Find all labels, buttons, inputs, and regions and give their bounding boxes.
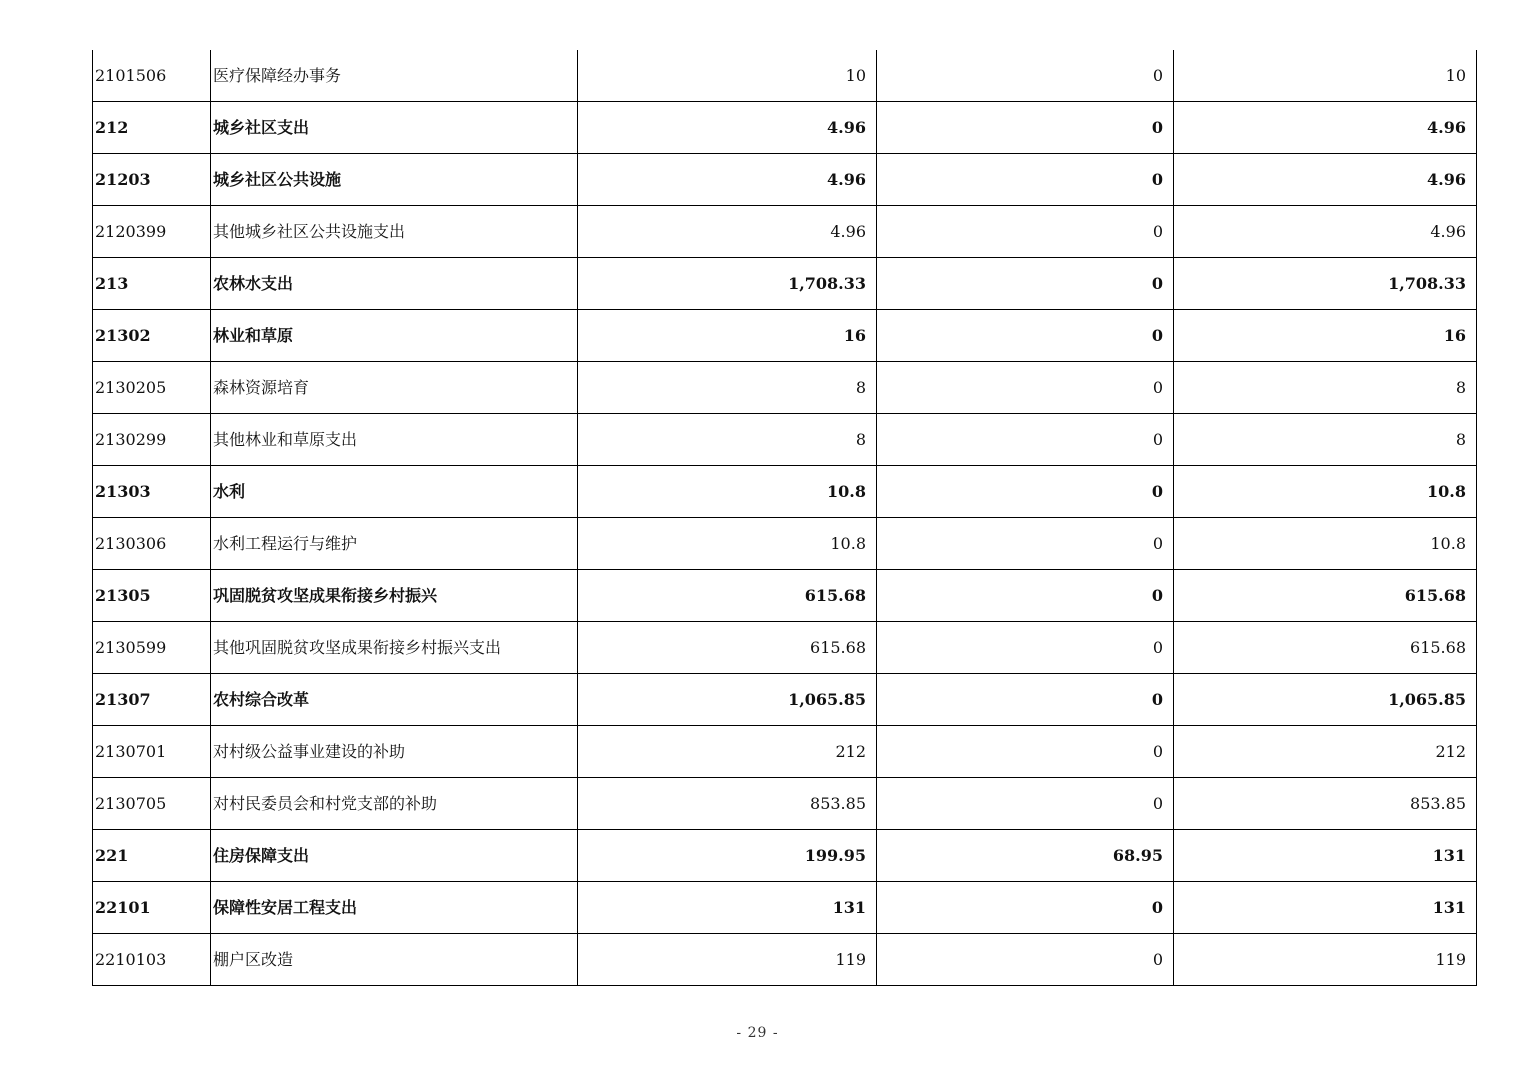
row-basic: 0	[877, 414, 1174, 466]
row-total: 8	[578, 362, 877, 414]
row-project: 119	[1174, 934, 1477, 986]
row-project: 853.85	[1174, 778, 1477, 830]
row-code: 213	[93, 258, 211, 310]
table-row	[93, 570, 1477, 622]
row-name: 城乡社区支出	[211, 102, 578, 154]
table-row	[93, 154, 1477, 206]
row-basic: 0	[877, 622, 1174, 674]
row-project: 10	[1174, 50, 1477, 102]
row-code: 21302	[93, 310, 211, 362]
row-total: 4.96	[578, 154, 877, 206]
row-project: 4.96	[1174, 102, 1477, 154]
row-basic: 0	[877, 258, 1174, 310]
row-code: 2130701	[93, 726, 211, 778]
table-row	[93, 466, 1477, 518]
table-row	[93, 518, 1477, 570]
row-total: 10.8	[578, 518, 877, 570]
row-name: 保障性安居工程支出	[211, 882, 578, 934]
row-project: 4.96	[1174, 206, 1477, 258]
row-total: 10	[578, 50, 877, 102]
row-code: 2130205	[93, 362, 211, 414]
row-name: 对村级公益事业建设的补助	[211, 726, 578, 778]
row-name: 对村民委员会和村党支部的补助	[211, 778, 578, 830]
row-name: 其他林业和草原支出	[211, 414, 578, 466]
row-total: 615.68	[578, 622, 877, 674]
table-row	[93, 50, 1477, 102]
row-code: 21307	[93, 674, 211, 726]
row-project: 615.68	[1174, 570, 1477, 622]
table-body	[93, 50, 1477, 986]
row-project: 4.96	[1174, 154, 1477, 206]
row-basic: 68.95	[877, 830, 1174, 882]
row-project: 8	[1174, 414, 1477, 466]
table-row	[93, 258, 1477, 310]
row-code: 21303	[93, 466, 211, 518]
row-code: 2130599	[93, 622, 211, 674]
row-total: 4.96	[578, 102, 877, 154]
row-total: 615.68	[578, 570, 877, 622]
row-code: 2101506	[93, 50, 211, 102]
row-code: 2130299	[93, 414, 211, 466]
row-project: 212	[1174, 726, 1477, 778]
row-code: 2130705	[93, 778, 211, 830]
row-total: 853.85	[578, 778, 877, 830]
page-number: - 29 -	[736, 1025, 779, 1041]
budget-table	[92, 50, 1477, 986]
row-total: 199.95	[578, 830, 877, 882]
row-name: 巩固脱贫攻坚成果衔接乡村振兴	[211, 570, 578, 622]
row-total: 10.8	[578, 466, 877, 518]
row-code: 2120399	[93, 206, 211, 258]
row-code: 2130306	[93, 518, 211, 570]
table-row	[93, 622, 1477, 674]
row-name: 其他城乡社区公共设施支出	[211, 206, 578, 258]
row-basic: 0	[877, 466, 1174, 518]
table-row	[93, 934, 1477, 986]
row-code: 212	[93, 102, 211, 154]
row-name: 棚户区改造	[211, 934, 578, 986]
row-name: 农村综合改革	[211, 674, 578, 726]
row-total: 16	[578, 310, 877, 362]
row-basic: 0	[877, 206, 1174, 258]
row-project: 1,065.85	[1174, 674, 1477, 726]
table-row	[93, 882, 1477, 934]
table-row	[93, 674, 1477, 726]
row-total: 1,708.33	[578, 258, 877, 310]
row-project: 16	[1174, 310, 1477, 362]
table-row	[93, 414, 1477, 466]
row-total: 212	[578, 726, 877, 778]
row-project: 8	[1174, 362, 1477, 414]
row-total: 119	[578, 934, 877, 986]
table-row	[93, 102, 1477, 154]
row-basic: 0	[877, 518, 1174, 570]
row-name: 医疗保障经办事务	[211, 50, 578, 102]
row-name: 住房保障支出	[211, 830, 578, 882]
row-total: 8	[578, 414, 877, 466]
table-row	[93, 778, 1477, 830]
row-basic: 0	[877, 50, 1174, 102]
row-code: 21203	[93, 154, 211, 206]
row-name: 水利	[211, 466, 578, 518]
row-total: 1,065.85	[578, 674, 877, 726]
table-row	[93, 726, 1477, 778]
row-code: 221	[93, 830, 211, 882]
row-basic: 0	[877, 362, 1174, 414]
row-basic: 0	[877, 882, 1174, 934]
table-row	[93, 206, 1477, 258]
table-row	[93, 362, 1477, 414]
row-project: 131	[1174, 882, 1477, 934]
row-basic: 0	[877, 310, 1174, 362]
row-project: 10.8	[1174, 466, 1477, 518]
row-total: 131	[578, 882, 877, 934]
row-project: 10.8	[1174, 518, 1477, 570]
row-basic: 0	[877, 726, 1174, 778]
row-code: 21305	[93, 570, 211, 622]
row-basic: 0	[877, 934, 1174, 986]
row-code: 22101	[93, 882, 211, 934]
row-name: 城乡社区公共设施	[211, 154, 578, 206]
row-basic: 0	[877, 570, 1174, 622]
row-name: 森林资源培育	[211, 362, 578, 414]
row-name: 水利工程运行与维护	[211, 518, 578, 570]
row-name: 林业和草原	[211, 310, 578, 362]
row-code: 2210103	[93, 934, 211, 986]
table-row	[93, 830, 1477, 882]
row-project: 131	[1174, 830, 1477, 882]
row-project: 1,708.33	[1174, 258, 1477, 310]
row-name: 农林水支出	[211, 258, 578, 310]
row-total: 4.96	[578, 206, 877, 258]
row-project: 615.68	[1174, 622, 1477, 674]
row-basic: 0	[877, 154, 1174, 206]
row-name: 其他巩固脱贫攻坚成果衔接乡村振兴支出	[211, 622, 578, 674]
row-basic: 0	[877, 102, 1174, 154]
row-basic: 0	[877, 778, 1174, 830]
row-basic: 0	[877, 674, 1174, 726]
table-row	[93, 310, 1477, 362]
